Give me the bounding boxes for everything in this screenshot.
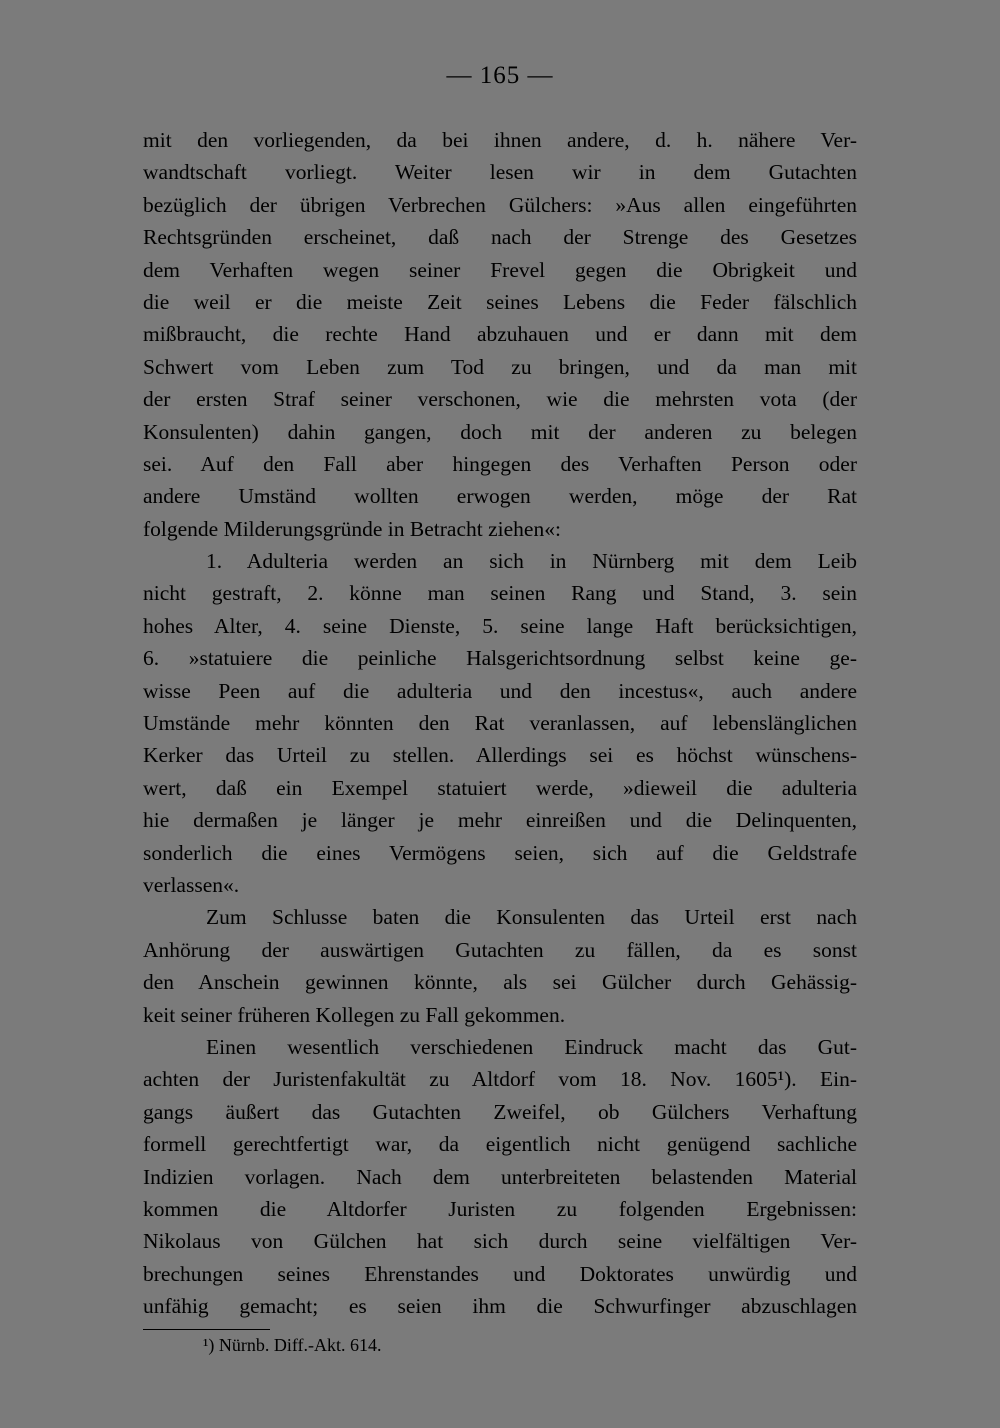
text-line: der ersten Straf seiner verschonen, wie die mehrsten vota (der [143,387,857,412]
text-line: Nikolaus von Gülchen hat sich durch seine vielfältigen Ver- [143,1229,857,1254]
text-line: unfähig gemacht; es seien ihm die Schwurfinger abzuschlagen [143,1294,857,1319]
text-line: wert, daß ein Exempel statuiert werde, »dieweil die adulteria [143,775,857,800]
footnote-rule [143,1329,270,1330]
page-number: — 165 — [446,62,554,89]
text-line: sonderlich die eines Vermögens seien, sich auf die Geldstrafe [143,840,857,865]
text-line: verlassen«. [143,872,240,897]
text-line: achten der Juristenfakultät zu Altdorf vom 18. Nov. 1605¹). Ein- [143,1067,857,1092]
text-line: nicht gestraft, 2. könne man seinen Rang und Stand, 3. sein [143,581,857,606]
text-line: bezüglich der übrigen Verbrechen Gülchers: »Aus allen eingeführten [143,192,857,217]
text-line: dem Verhaften wegen seiner Frevel gegen die Obrigkeit und [143,257,857,282]
text-line: hie dermaßen je länger je mehr einreißen und die Delinquenten, [143,808,857,833]
text-line: folgende Milderungsgründe in Betracht ziehen«: [143,516,561,541]
text-line: wisse Peen auf die adulteria und den incestus«, auch andere [143,678,857,703]
text-line: gangs äußert das Gutachten Zweifel, ob Gülchers Verhaftung [143,1099,857,1124]
text-line: die weil er die meiste Zeit seines Lebens die Feder fälschlich [143,289,857,314]
text-line: brechungen seines Ehrenstandes und Doktorates unwürdig und [143,1261,857,1286]
text-line: 6. »statuiere die peinliche Halsgerichtsordnung selbst keine ge- [143,646,857,671]
text-line: keit seiner früheren Kollegen zu Fall gekommen. [143,1002,566,1027]
text-line: Umstände mehr könnten den Rat veranlassen, auf lebenslänglichen [143,711,857,736]
text-line: Schwert vom Leben zum Tod zu bringen, und da man mit [143,354,857,379]
text-line: wandtschaft vorliegt. Weiter lesen wir in dem Gutachten [143,160,857,185]
text-line: mißbraucht, die rechte Hand abzuhauen und er dann mit dem [143,322,857,347]
text-line: formell gerechtfertigt war, da eigentlich nicht genügend sachliche [143,1132,857,1157]
text-line: Kerker das Urteil zu stellen. Allerdings sei es höchst wünschens- [143,743,857,768]
text-line: sei. Auf den Fall aber hingegen des Verhaften Person oder [143,451,857,476]
text-line: Einen wesentlich verschiedenen Eindruck macht das Gut- [206,1034,857,1059]
text-line: 1. Adulteria werden an sich in Nürnberg mit dem Leib [206,549,857,574]
body-text [143,124,857,1322]
footnote: ¹) Nürnb. Diff.-Akt. 614. [203,1335,382,1355]
text-line: hohes Alter, 4. seine Dienste, 5. seine lange Haft berücksichtigen, [143,613,857,638]
text-line: Konsulenten) dahin gangen, doch mit der anderen zu belegen [143,419,857,444]
text-line: kommen die Altdorfer Juristen zu folgenden Ergebnissen: [143,1196,857,1221]
text-line: Indizien vorlagen. Nach dem unterbreiteten belastenden Material [143,1164,857,1189]
text-line: Anhörung der auswärtigen Gutachten zu fällen, da es sonst [143,937,857,962]
text-line: Rechtsgründen erscheinet, daß nach der Strenge des Gesetzes [143,225,857,250]
text-line: den Anschein gewinnen könnte, als sei Gülcher durch Gehässig- [143,970,857,995]
text-line: mit den vorliegenden, da bei ihnen andere, d. h. nähere Ver- [143,128,857,152]
text-line: Zum Schlusse baten die Konsulenten das Urteil erst nach [206,905,857,930]
text-line: andere Umständ wollten erwogen werden, möge der Rat [143,484,857,509]
